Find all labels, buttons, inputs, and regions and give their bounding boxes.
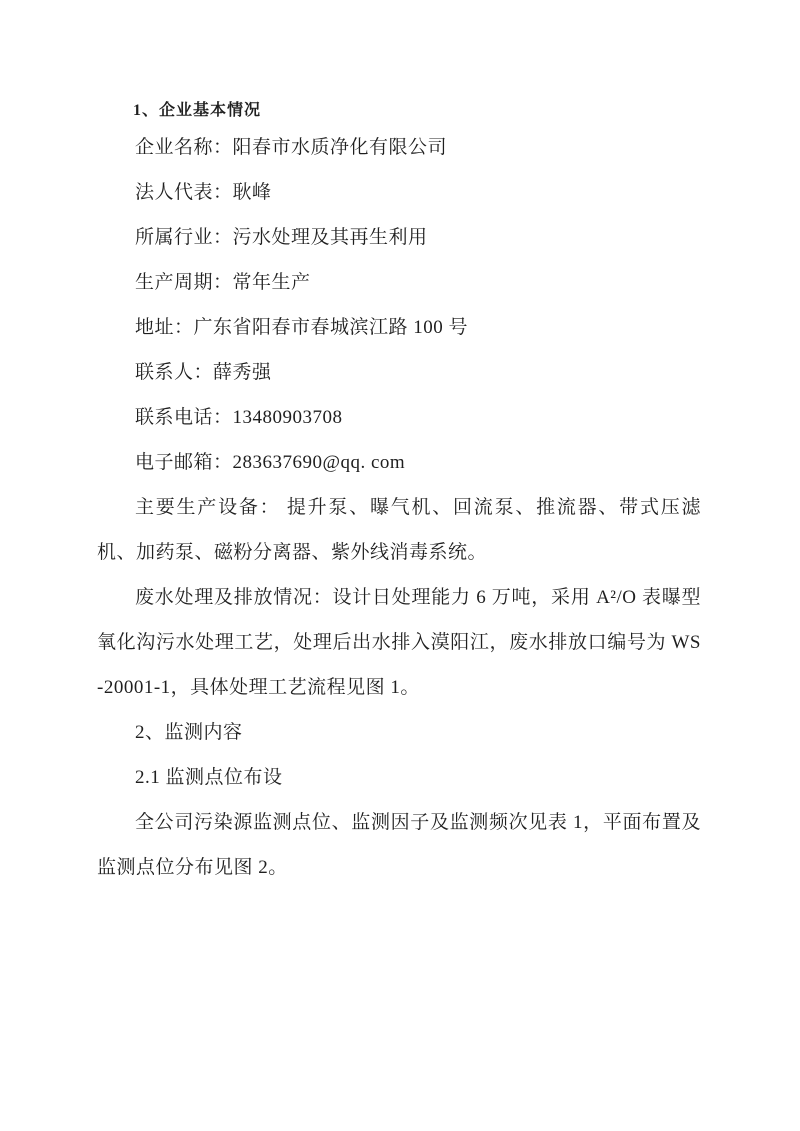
- field-company-name: 企业名称：阳春市水质净化有限公司: [135, 137, 448, 158]
- para-monitoring-summary: 全公司污染源监测点位、监测因子及监测频次见表 1，平面布置及监测点位分布见图 2。: [97, 812, 701, 878]
- para-wastewater-treatment: 废水处理及排放情况：设计日处理能力 6 万吨，采用 A²/O 表曝型氧化沟污水处理工艺，处理后出水排入漠阳江，废水排放口编号为 WS-20001-1，具体处理工艺流程见图 1。: [97, 587, 701, 698]
- field-address: 地址：广东省阳春市春城滨江路 100 号: [135, 317, 469, 338]
- field-production-cycle: 生产周期：常年生产: [135, 272, 311, 293]
- field-legal-representative: 法人代表：耿峰: [135, 182, 272, 203]
- heading-basic-info: 1、企业基本情况: [133, 102, 262, 119]
- para-main-equipment: 主要生产设备： 提升泵、曝气机、回流泵、推流器、带式压滤机、加药泵、磁粉分离器、紫外线消毒系统。: [97, 497, 701, 563]
- heading-monitoring-points: 2.1 监测点位布设: [135, 767, 283, 788]
- field-industry: 所属行业：污水处理及其再生利用: [135, 227, 428, 248]
- heading-monitoring-content: 2、监测内容: [135, 722, 243, 743]
- field-email: 电子邮箱：283637690@qq. com: [135, 452, 406, 473]
- field-contact-person: 联系人：薛秀强: [135, 362, 272, 383]
- field-contact-phone: 联系电话：13480903708: [135, 407, 343, 428]
